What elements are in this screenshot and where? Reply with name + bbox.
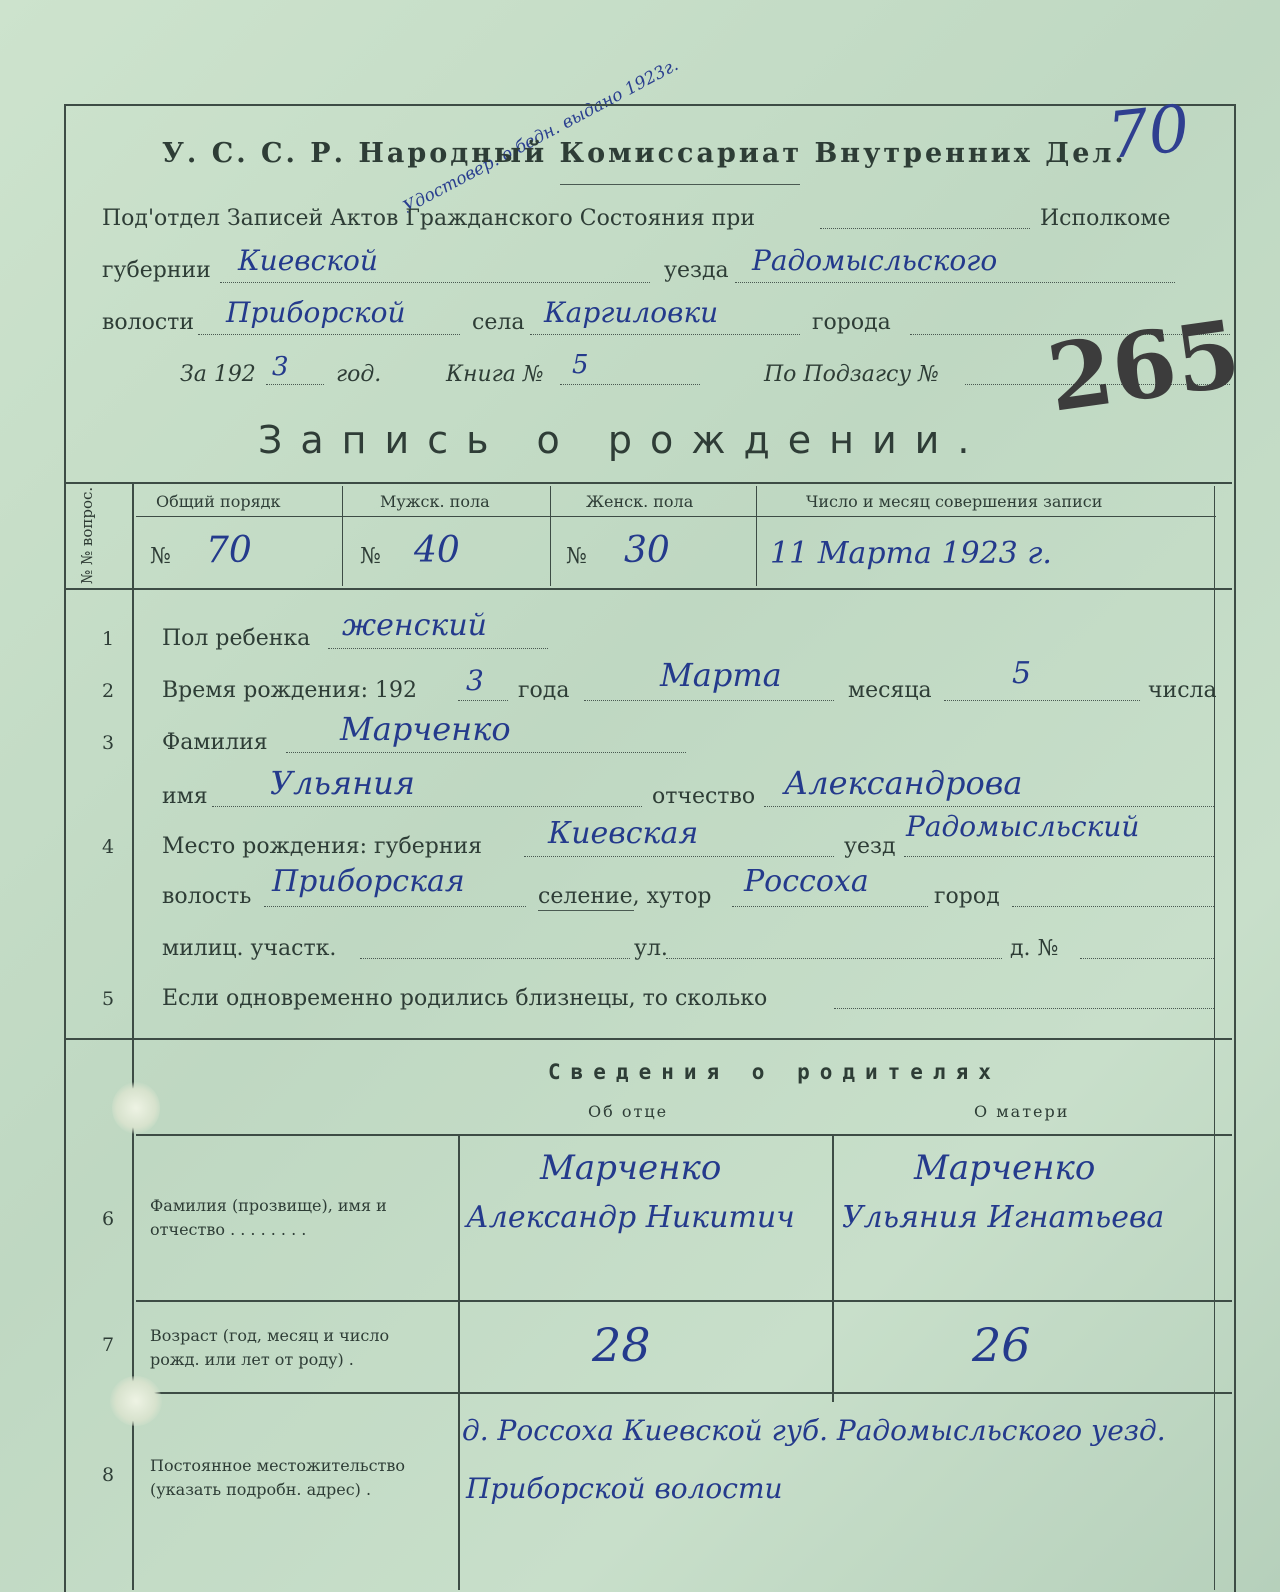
birth-label: Время рождения: 192 xyxy=(162,678,417,703)
militia-label: милиц. участк. xyxy=(162,936,337,961)
q6-label-line2: отчество . . . . . . . . xyxy=(150,1220,307,1239)
q2-number: 2 xyxy=(102,680,115,702)
street-dots xyxy=(666,958,1002,959)
place-label: Место рождения: губерния xyxy=(162,834,483,859)
place-gorod-label: город xyxy=(934,884,1000,909)
name-label: имя xyxy=(162,784,208,809)
place-uezd-label: уезд xyxy=(844,834,896,859)
q7-number: 7 xyxy=(102,1334,115,1356)
male-value: 40 xyxy=(414,530,460,571)
summary-bottom-line xyxy=(64,588,1232,590)
surname-value: Марченко xyxy=(340,710,511,748)
subtitle-suffix: Исполкоме xyxy=(1040,206,1171,231)
birth-year-value: 3 xyxy=(466,664,484,697)
year-label-pre: За 192 xyxy=(180,362,256,387)
q1-number: 1 xyxy=(102,628,115,650)
birth-day-value: 5 xyxy=(1012,656,1032,691)
corner-number: 70 xyxy=(1104,91,1194,175)
surname-dots xyxy=(286,752,686,753)
row6-bottom-line xyxy=(136,1300,1232,1302)
female-value: 30 xyxy=(624,530,670,571)
patronymic-label: отчество xyxy=(652,784,756,809)
place-selo-dots xyxy=(732,906,928,907)
birth-day-word: числа xyxy=(1148,678,1217,703)
parents-divider-2 xyxy=(832,1134,834,1402)
date-value: 11 Марта 1923 г. xyxy=(770,536,1052,571)
uezd-label: уезда xyxy=(664,258,729,283)
place-uezd-dots xyxy=(904,856,1214,857)
summary-col-divider-1 xyxy=(342,486,343,586)
name-dots xyxy=(212,806,642,807)
birth-month-word: месяца xyxy=(848,678,932,703)
birth-day-dots xyxy=(944,700,1140,701)
q5-number: 5 xyxy=(102,988,115,1010)
guberniya-label: губернии xyxy=(102,258,211,283)
place-selo-value: Россоха xyxy=(744,864,869,899)
father-header: Об отце xyxy=(588,1102,669,1121)
birth-month-dots xyxy=(584,700,834,701)
parents-divider-1 xyxy=(458,1134,460,1590)
street-label: ул. xyxy=(634,936,668,961)
selo-label: села xyxy=(472,310,525,335)
place-volost-value: Приборская xyxy=(272,864,465,899)
q6-number: 6 xyxy=(102,1208,115,1230)
mother-surname: Марченко xyxy=(914,1148,1096,1188)
house-dots xyxy=(1080,958,1214,959)
row7-bottom-line xyxy=(136,1392,1232,1394)
gorod-label: города xyxy=(812,310,891,335)
uezd-value: Радомысльского xyxy=(752,244,998,277)
twins-label: Если одновременно родились близнецы, то сколько xyxy=(162,986,768,1011)
parents-section-title: Сведения о родителях xyxy=(548,1060,1001,1084)
parents-top-line xyxy=(64,1038,1232,1040)
place-gorod-dots xyxy=(1012,906,1214,907)
q6-label-line1: Фамилия (прозвище), имя и xyxy=(150,1196,387,1215)
place-gub-value: Киевская xyxy=(548,816,699,851)
selo-dots xyxy=(530,334,800,335)
patronymic-value: Александрова xyxy=(784,764,1023,802)
guberniya-dots xyxy=(220,282,650,283)
podzags-label: По Подзагсу № xyxy=(764,362,939,387)
year-dots xyxy=(266,384,324,385)
subtitle-prefix: Под'отдел Записей Актов Гражданского Состояния при xyxy=(102,206,756,231)
female-num-sign: № xyxy=(566,544,587,569)
house-label: д. № xyxy=(1010,936,1059,961)
q3-number: 3 xyxy=(102,732,115,754)
year-label-post: год. xyxy=(336,362,382,387)
record-title: Запись о рождении. xyxy=(258,418,988,462)
title-underline xyxy=(560,184,800,185)
book-dots xyxy=(560,384,700,385)
general-value: 70 xyxy=(206,530,252,571)
year-value: 3 xyxy=(272,352,289,382)
col-general-header: Общий порядк xyxy=(156,492,281,511)
q7-label-line2: рожд. или лет от роду) . xyxy=(150,1350,354,1369)
col-date-header: Число и месяц совершения записи xyxy=(806,492,1103,511)
summary-col-divider-2 xyxy=(550,486,551,586)
volost-label: волости xyxy=(102,310,195,335)
place-gub-dots xyxy=(524,856,834,857)
pencil-mark: 265 xyxy=(1041,299,1247,433)
residence-line1: д. Россоха Киевской губ. Радомысльского уезд. xyxy=(462,1414,1166,1447)
mother-name: Ульяния Игнатьева xyxy=(842,1200,1165,1235)
sex-dots xyxy=(328,648,548,649)
summary-header-line xyxy=(136,516,1216,517)
male-num-sign: № xyxy=(360,544,381,569)
q8-label-line1: Постоянное местожительство xyxy=(150,1456,406,1475)
place-volost-dots xyxy=(264,906,526,907)
punch-hole-top xyxy=(112,1082,160,1134)
place-selo-label: селение, хутор xyxy=(538,884,712,909)
summary-col-divider-3 xyxy=(756,486,757,586)
summary-top-line xyxy=(64,482,1232,484)
col-male-header: Мужск. пола xyxy=(380,492,490,511)
guberniya-value: Киевской xyxy=(238,244,378,277)
q4-number: 4 xyxy=(102,836,115,858)
selo-value: Каргиловки xyxy=(544,296,719,329)
subtitle-dots xyxy=(820,228,1030,229)
general-num-sign: № xyxy=(150,544,171,569)
q8-number: 8 xyxy=(102,1464,115,1486)
parents-header-line xyxy=(136,1134,1232,1136)
place-uezd-value: Радомысльский xyxy=(906,810,1140,843)
margin-note: Удостовер. о бедн. выдано 1923г. xyxy=(400,55,682,218)
militia-dots xyxy=(360,958,630,959)
mother-header: О матери xyxy=(974,1102,1070,1121)
col-female-header: Женск. пола xyxy=(586,492,694,511)
sex-value: женский xyxy=(342,608,487,643)
mother-age: 26 xyxy=(972,1318,1031,1372)
punch-hole-bottom xyxy=(110,1376,162,1426)
uezd-dots xyxy=(735,282,1175,283)
header-title: У. С. С. Р. Народный Комиссариат Внутренних Дел. xyxy=(162,138,1127,169)
sex-label: Пол ребенка xyxy=(162,626,311,651)
father-age: 28 xyxy=(592,1318,651,1372)
book-label: Книга № xyxy=(446,362,544,387)
birth-month-value: Марта xyxy=(660,656,782,694)
place-volost-label: волость xyxy=(162,884,252,909)
birth-year-word: года xyxy=(518,678,570,703)
volost-dots xyxy=(198,334,460,335)
surname-label: Фамилия xyxy=(162,730,268,755)
side-label: № № вопрос. xyxy=(78,486,96,584)
residence-line2: Приборской волости xyxy=(466,1472,783,1505)
q7-label-line1: Возраст (год, месяц и число xyxy=(150,1326,390,1345)
birth-year-dots xyxy=(458,700,508,701)
q8-label-line2: (указать подробн. адрес) . xyxy=(150,1480,372,1499)
volost-value: Приборской xyxy=(226,296,406,329)
patronymic-dots xyxy=(764,806,1214,807)
selo-underline xyxy=(538,910,634,911)
book-value: 5 xyxy=(572,350,589,380)
father-name: Александр Никитич xyxy=(466,1200,795,1235)
twins-dots xyxy=(834,1008,1214,1009)
father-surname: Марченко xyxy=(540,1148,722,1188)
name-value: Ульяния xyxy=(270,764,415,802)
